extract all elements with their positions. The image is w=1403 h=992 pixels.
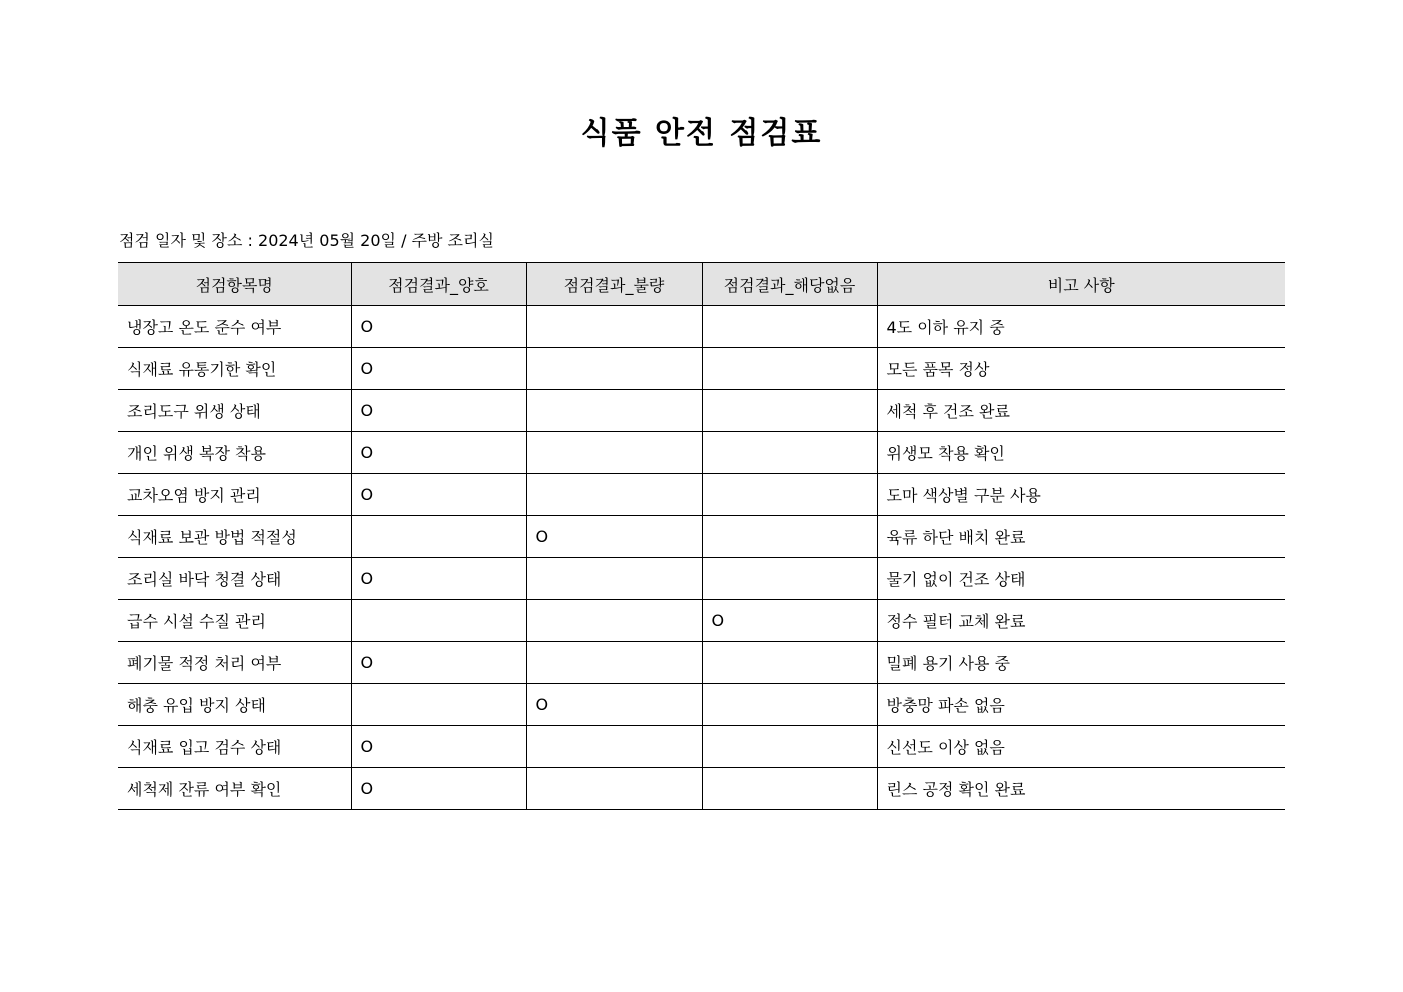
document-title: 식품 안전 점검표 [580,116,823,151]
item-name-cell: 냉장고 온도 준수 여부 [118,306,351,348]
result-bad-cell [526,348,702,390]
table-row [118,348,1285,390]
item-name-cell: 해충 유입 방지 상태 [118,684,351,726]
remarks-cell: 방충망 파손 없음 [877,684,1285,726]
header-item-name: 점검항목명 [118,263,351,306]
table-header-row [118,263,1285,306]
header-result-na: 점검결과_해당없음 [702,263,877,306]
table-row [118,600,1285,642]
remarks-cell: 모든 품목 정상 [877,348,1285,390]
item-name-cell: 급수 시설 수질 관리 [118,600,351,642]
result-bad-cell [526,600,702,642]
result-na-cell [702,348,877,390]
item-name-cell: 식재료 유통기한 확인 [118,348,351,390]
result-bad-cell [526,474,702,516]
remarks-cell: 육류 하단 배치 완료 [877,516,1285,558]
result-na-cell [702,474,877,516]
item-name-cell: 개인 위생 복장 착용 [118,432,351,474]
table-row [118,684,1285,726]
result-good-cell [351,516,526,558]
result-na-cell [702,516,877,558]
result-bad-cell [526,642,702,684]
remarks-cell: 세척 후 건조 완료 [877,390,1285,432]
table-row [118,306,1285,348]
result-bad-cell [526,306,702,348]
inspection-date-location: 점검 일자 및 장소 : 2024년 05월 20일 / 주방 조리실 [119,231,494,250]
item-name-cell: 세척제 잔류 여부 확인 [118,768,351,810]
item-name-cell: 식재료 입고 검수 상태 [118,726,351,768]
item-name-cell: 조리도구 위생 상태 [118,390,351,432]
remarks-cell: 도마 색상별 구분 사용 [877,474,1285,516]
item-name-cell: 폐기물 적정 처리 여부 [118,642,351,684]
inspection-table [118,262,1285,810]
header-result-bad: 점검결과_불량 [526,263,702,306]
result-bad-cell: O [526,516,702,558]
item-name-cell: 조리실 바닥 청결 상태 [118,558,351,600]
table-body [118,306,1285,810]
remarks-cell: 4도 이하 유지 중 [877,306,1285,348]
result-bad-cell [526,432,702,474]
remarks-cell: 신선도 이상 없음 [877,726,1285,768]
item-name-cell: 교차오염 방지 관리 [118,474,351,516]
table-row [118,390,1285,432]
table-row [118,432,1285,474]
result-good-cell: O [351,642,526,684]
result-na-cell [702,432,877,474]
result-na-cell [702,684,877,726]
result-bad-cell: O [526,684,702,726]
result-na-cell [702,642,877,684]
remarks-cell: 밀폐 용기 사용 중 [877,642,1285,684]
table-row [118,768,1285,810]
result-good-cell: O [351,432,526,474]
result-good-cell: O [351,390,526,432]
table-row [118,642,1285,684]
header-result-good: 점검결과_양호 [351,263,526,306]
result-na-cell [702,390,877,432]
result-good-cell: O [351,726,526,768]
table-row [118,474,1285,516]
result-bad-cell [526,768,702,810]
remarks-cell: 린스 공정 확인 완료 [877,768,1285,810]
remarks-cell: 위생모 착용 확인 [877,432,1285,474]
result-good-cell: O [351,768,526,810]
table-row [118,516,1285,558]
result-good-cell: O [351,348,526,390]
table-row [118,726,1285,768]
item-name-cell: 식재료 보관 방법 적절성 [118,516,351,558]
remarks-cell: 정수 필터 교체 완료 [877,600,1285,642]
result-bad-cell [526,726,702,768]
result-na-cell [702,768,877,810]
result-na-cell [702,726,877,768]
result-bad-cell [526,558,702,600]
result-na-cell: O [702,600,877,642]
result-good-cell: O [351,558,526,600]
result-bad-cell [526,390,702,432]
result-good-cell [351,684,526,726]
result-na-cell [702,306,877,348]
remarks-cell: 물기 없이 건조 상태 [877,558,1285,600]
result-good-cell: O [351,474,526,516]
result-good-cell [351,600,526,642]
header-remarks: 비고 사항 [877,263,1285,306]
table-row [118,558,1285,600]
result-na-cell [702,558,877,600]
result-good-cell: O [351,306,526,348]
